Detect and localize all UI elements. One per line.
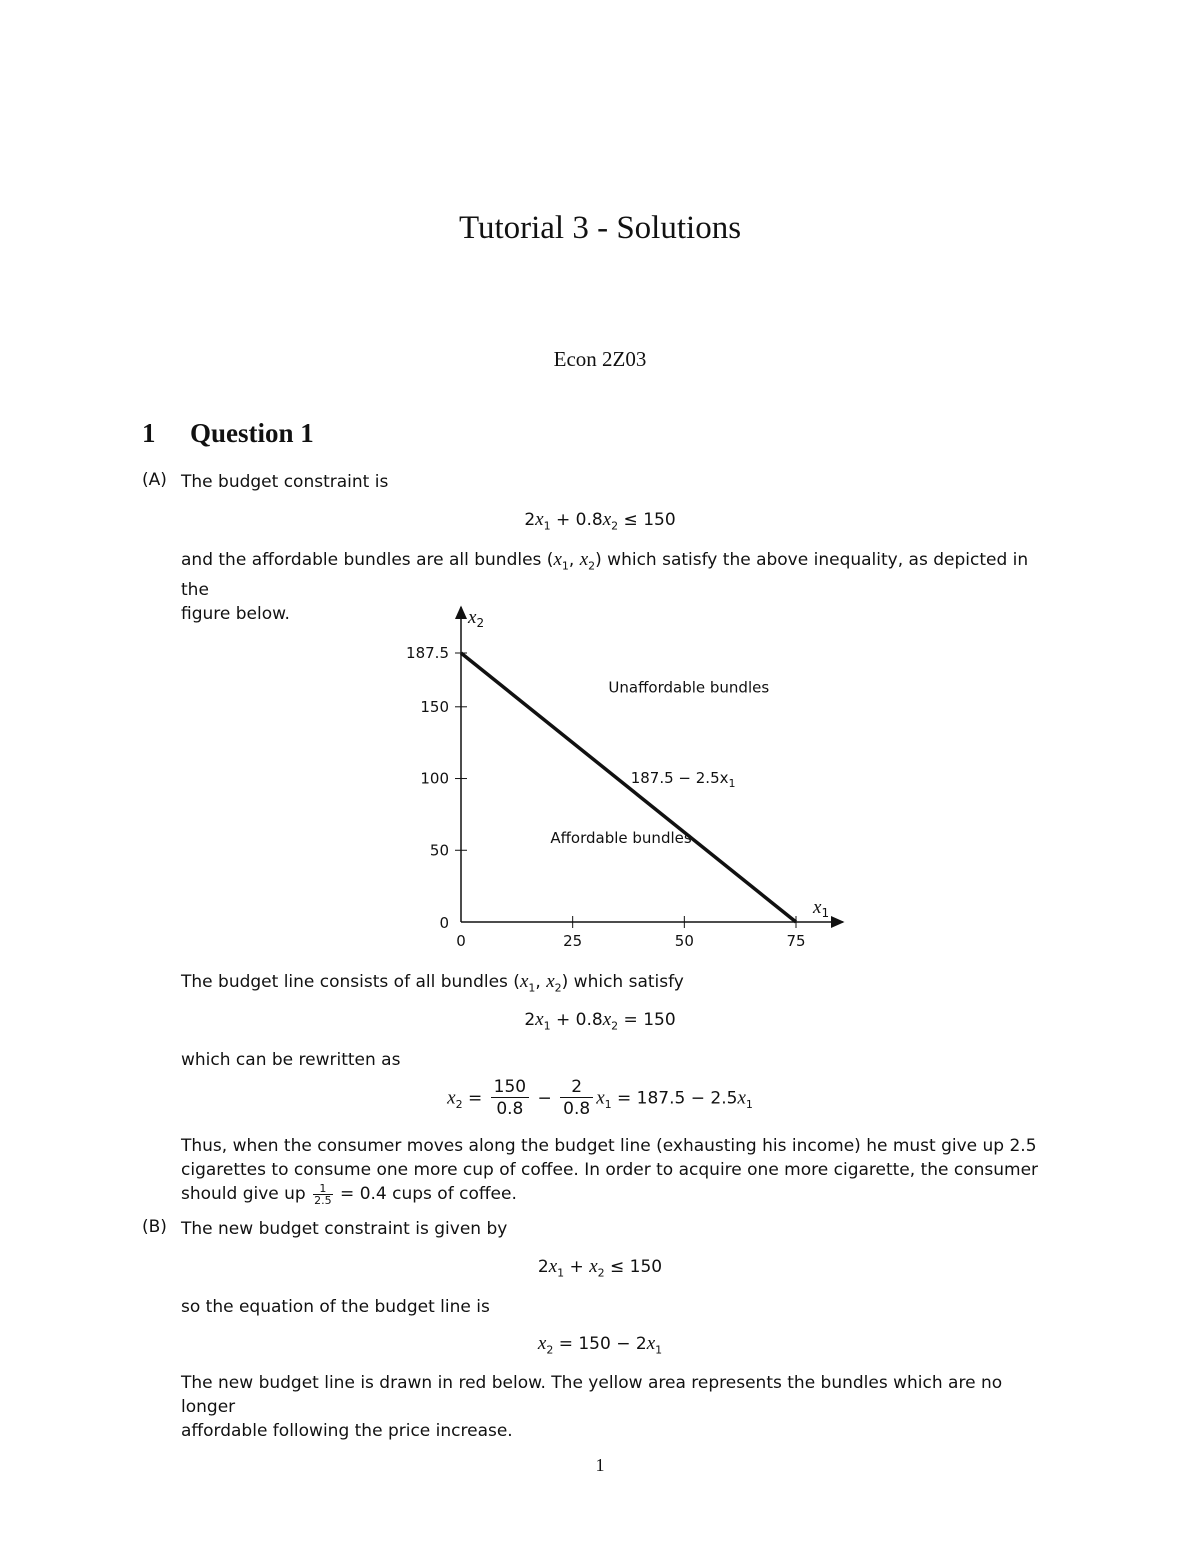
section-number: 1 xyxy=(142,418,156,448)
page-number: 1 xyxy=(595,1455,605,1475)
budget-chart xyxy=(380,595,860,960)
budget-line-equation: $2x_1 + 0.8x_2 = 150$ xyxy=(524,1009,676,1033)
x-tick-label-25: 25 xyxy=(563,932,583,950)
x-tick-label-0: 0 xyxy=(456,932,466,950)
x-axis-label: $x_1$ xyxy=(813,897,830,920)
affordable-paragraph: and the affordable bundles are all bundles ($x_1$, $x_2$) which satisfy the above inequality, as depicted in the figure below. xyxy=(181,549,1029,625)
y-tick-label-187.5: 187.5 xyxy=(406,644,449,662)
y-tick-label-150: 150 xyxy=(420,697,449,716)
y-tick-label-100: 100 xyxy=(420,769,449,788)
unaffordable-label: Unaffordable bundles xyxy=(608,678,770,697)
page-title: Tutorial 3 - Solutions xyxy=(458,210,742,246)
part-a-label: (A) xyxy=(142,470,167,490)
part-a-intro: The budget constraint is xyxy=(181,472,389,492)
part-b-label: (B) xyxy=(142,1217,167,1237)
y-tick-label-50: 50 xyxy=(429,841,449,860)
budget-line-paragraph: The budget line consists of all bundles ($x_1$, $x_2$) which satisfy xyxy=(181,971,684,995)
affordable-label: Affordable bundles xyxy=(550,829,692,848)
new-budget-line-equation: $x_2 = 150 - 2x_1$ xyxy=(537,1333,663,1357)
x-tick-label-75: 75 xyxy=(786,932,806,950)
y-tick-label-0: 0 xyxy=(439,914,449,932)
course-code: Econ 2Z03 xyxy=(553,347,647,371)
x-tick-label-50: 50 xyxy=(674,932,694,950)
rewritten-equation: $x_2$ = $\frac{150}{0.8}$ − $\frac{2}{0.8}$ $x_1 = 187.5 - 2.5x_1$ xyxy=(447,1077,753,1119)
line-equation-text: so the equation of the budget line is xyxy=(181,1297,490,1317)
y-axis-label: $x_2$ xyxy=(468,607,485,630)
final-paragraph: The new budget line is drawn in red below. The yellow area represents the bundles which are no longer affordable following the price increase. xyxy=(181,1373,1003,1441)
new-budget-constraint-equation: $2x_1 + x_2 \le 150$ xyxy=(537,1256,663,1280)
thus-paragraph: Thus, when the consumer moves along the budget line (exhausting his income) he must give up 2.5 cigarettes to consume one more cup of coffee. In order to acquire one more cigarette, the consumer should give up $\frac{1}{2.5}$ = 0.4 cups of coffee. xyxy=(181,1136,1039,1207)
y-axis-label-x: x xyxy=(468,607,477,628)
budget-line-label: $187.5 - 2.5x_1$ xyxy=(630,768,736,790)
budget-constraint-equation: $2x_1 + 0.8x_2 \le 150$ xyxy=(524,509,676,533)
part-b-intro: The new budget constraint is given by xyxy=(181,1219,508,1239)
rewrite-text: which can be rewritten as xyxy=(181,1050,401,1070)
section-title: Question 1 xyxy=(190,418,314,448)
